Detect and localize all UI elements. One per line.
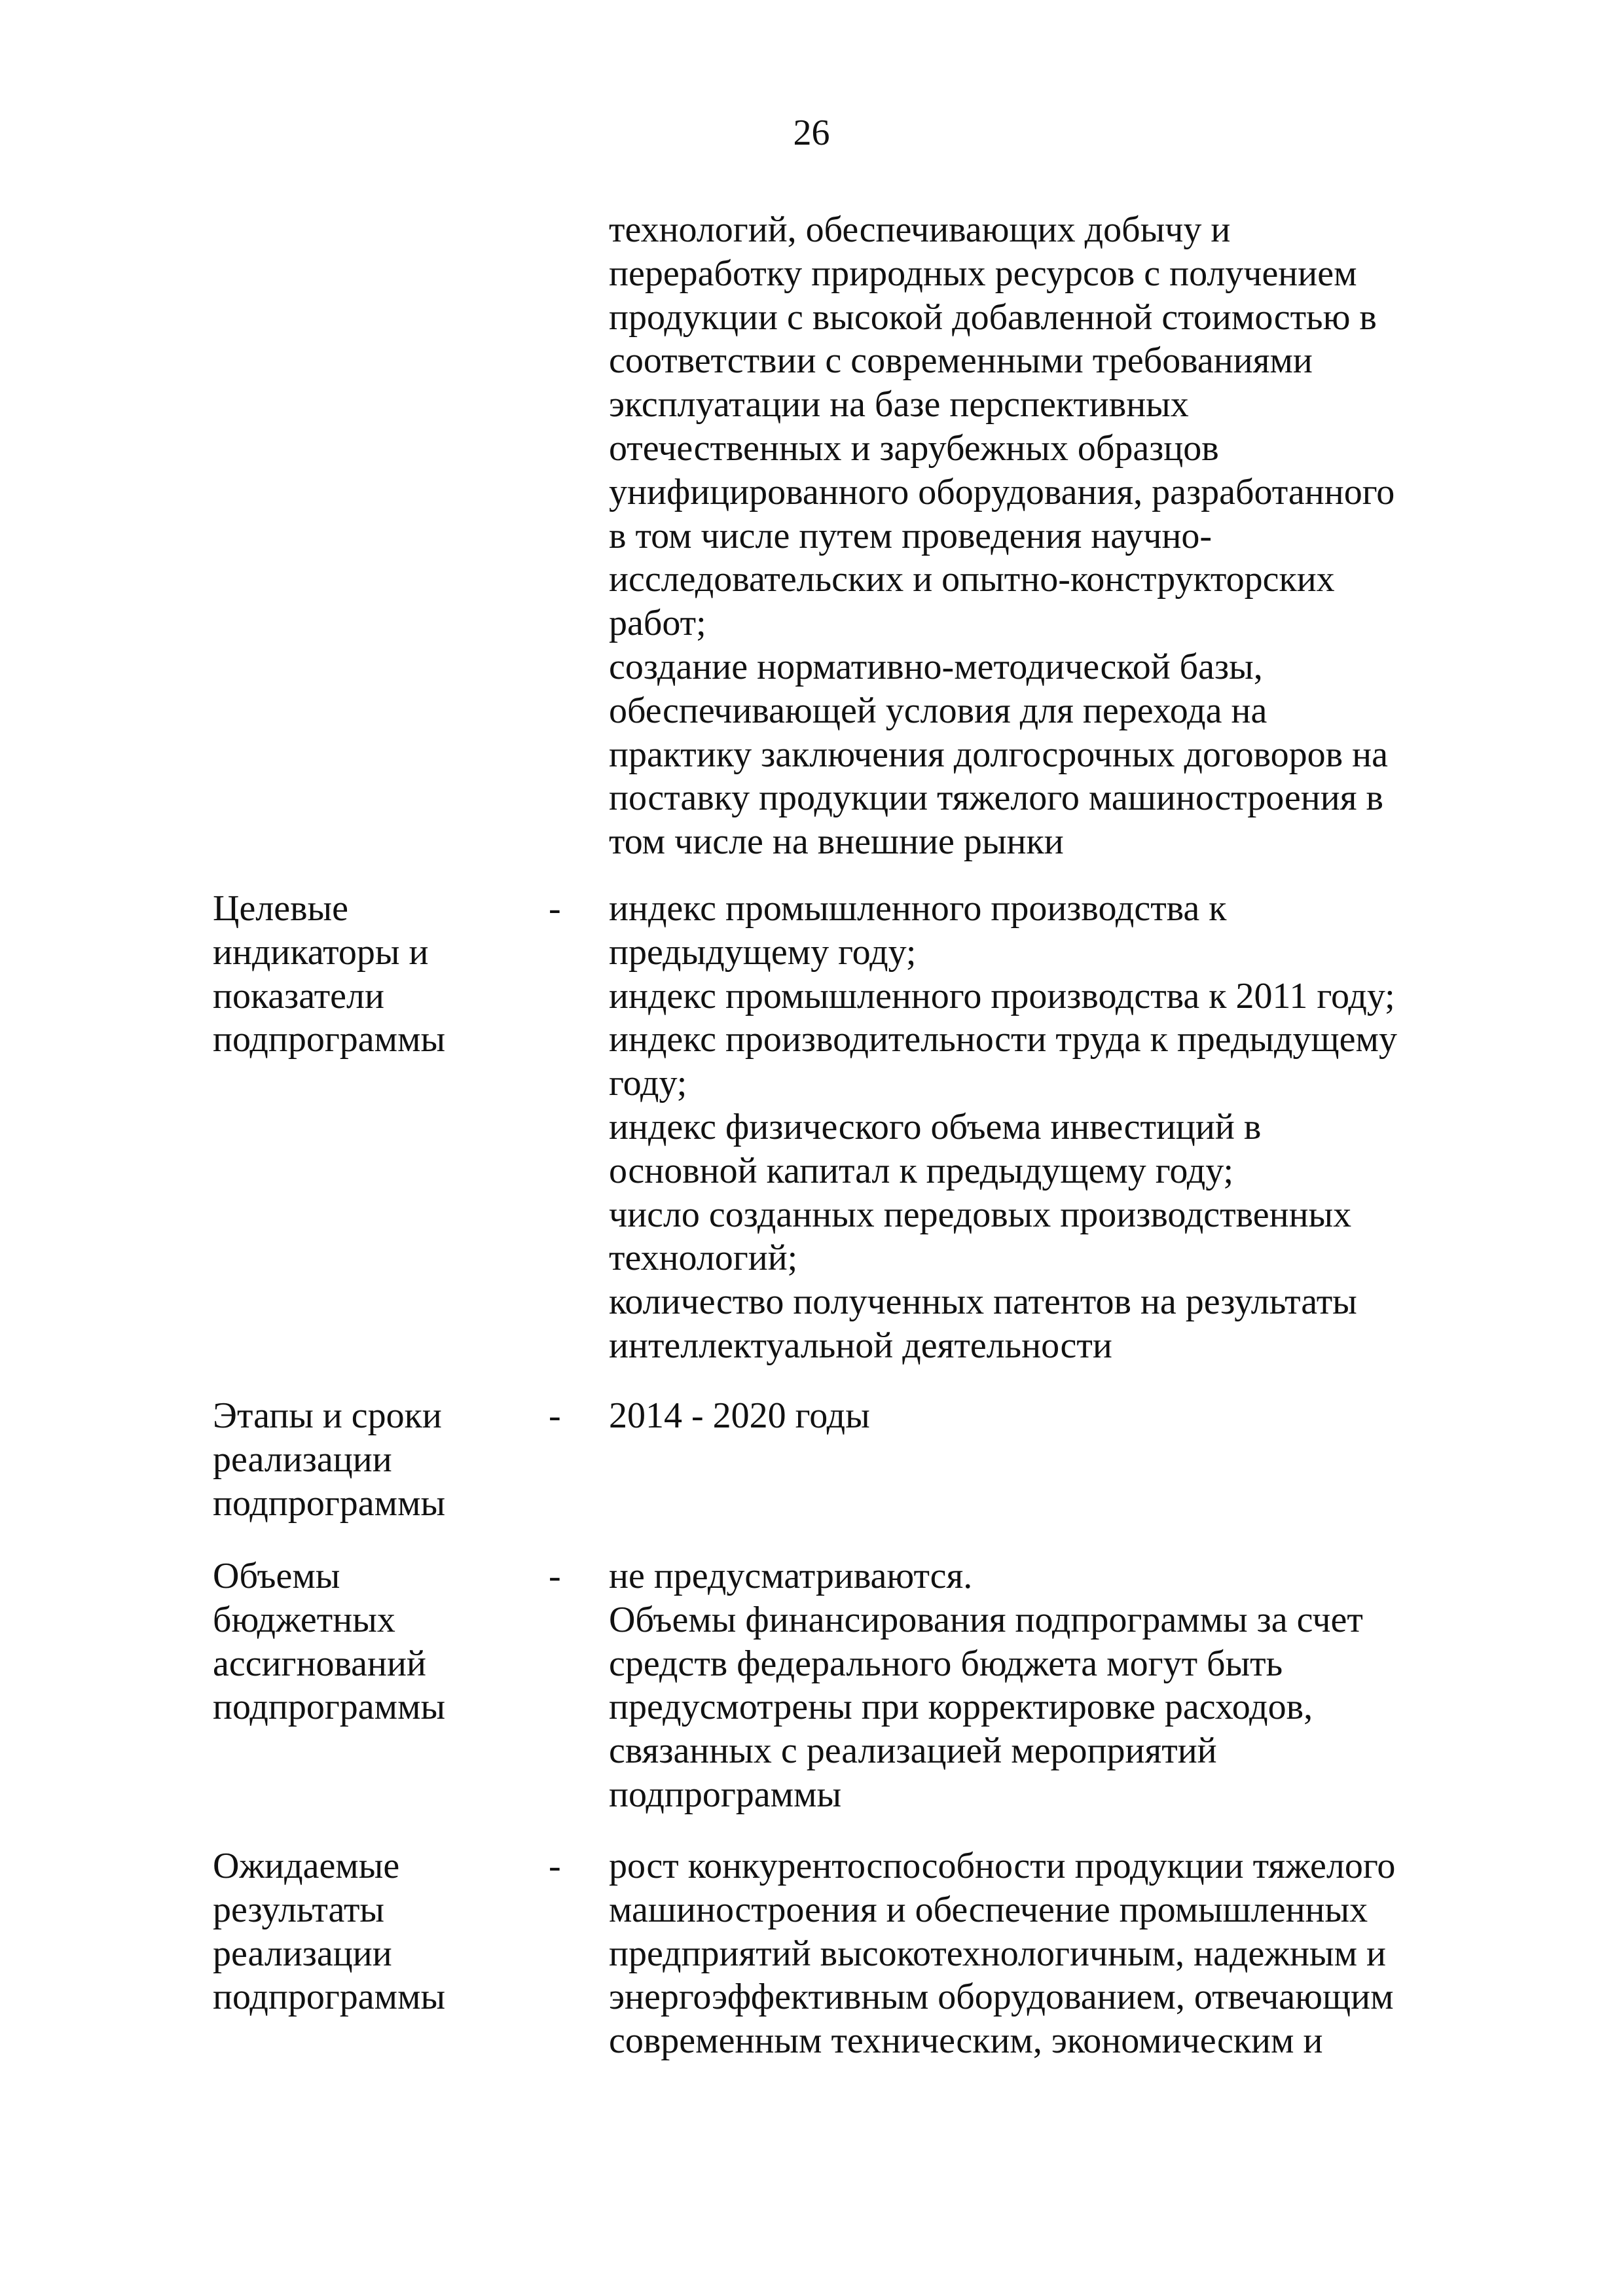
text-line: индекс производительности труда к предыдущему	[609, 1019, 1397, 1060]
section-dash: -	[549, 1395, 561, 1436]
text-line: число созданных передовых производственных	[609, 1194, 1352, 1235]
label-line: реализации	[213, 1439, 392, 1480]
section-label	[213, 1394, 507, 1525]
text-line: индекс промышленного производства к	[609, 888, 1227, 929]
label-line: результаты	[213, 1889, 385, 1930]
text-line: предусмотрены при корректировке расходов,	[609, 1687, 1313, 1728]
section-content	[609, 1554, 1460, 1817]
text-line: не предусматриваются.	[609, 1556, 973, 1596]
section-content	[609, 1394, 1460, 1438]
section-dash: -	[549, 1846, 561, 1886]
text-line: индекс промышленного производства к 2011 году;	[609, 975, 1395, 1016]
text-line: энергоэффективным оборудованием, отвечающим	[609, 1977, 1394, 2018]
section-dash: -	[549, 888, 561, 929]
text-line: продукции с высокой добавленной стоимостью в	[609, 296, 1377, 338]
text-line: связанных с реализацией мероприятий	[609, 1731, 1217, 1772]
label-line: реализации	[213, 1933, 392, 1974]
text-line: унифицированного оборудования, разработанного	[609, 471, 1395, 512]
label-line: подпрограммы	[213, 1019, 446, 1060]
continuation-text	[609, 208, 1460, 864]
section-label	[213, 1844, 507, 2019]
label-line: бюджетных	[213, 1599, 395, 1640]
section-label	[213, 887, 507, 1062]
text-line: количество полученных патентов на результаты	[609, 1282, 1357, 1323]
label-line: индикаторы и	[213, 931, 429, 973]
label-line: подпрограммы	[213, 1977, 446, 2018]
label-line: ассигнований	[213, 1643, 426, 1684]
text-line: обеспечивающей условия для перехода на	[609, 690, 1267, 731]
text-line: средств федерального бюджета могут быть	[609, 1643, 1283, 1684]
text-line: создание нормативно-методической базы,	[609, 646, 1263, 687]
text-line: соответствии с современными требованиями	[609, 340, 1313, 382]
text-line: предприятий высокотехнологичным, надежным и	[609, 1933, 1386, 1974]
text-line: 2014 - 2020 годы	[609, 1395, 870, 1436]
text-line: Объемы финансирования подпрограммы за счет	[609, 1599, 1363, 1640]
text-line: технологий, обеспечивающих добычу и	[609, 209, 1231, 250]
label-line: подпрограммы	[213, 1482, 446, 1524]
text-line: рост конкурентоспособности продукции тяжелого	[609, 1846, 1396, 1886]
label-line: Объемы	[213, 1556, 340, 1596]
label-line: показатели	[213, 975, 384, 1016]
text-line: отечественных и зарубежных образцов	[609, 427, 1219, 469]
label-line: подпрограммы	[213, 1687, 446, 1728]
text-line: исследовательских и опытно-конструкторских	[609, 559, 1335, 600]
label-line: Целевые	[213, 888, 349, 929]
text-line: основной капитал к предыдущему году;	[609, 1150, 1234, 1191]
text-line: практику заключения долгосрочных договоров на	[609, 734, 1388, 775]
text-line: эксплуатации на базе перспективных	[609, 384, 1189, 425]
text-line: современным техническим, экономическим и	[609, 2020, 1323, 2062]
text-line: предыдущему году;	[609, 931, 917, 973]
section-dash: -	[549, 1556, 561, 1596]
text-line: поставку продукции тяжелого машиностроения в	[609, 778, 1383, 819]
label-line: Этапы и сроки	[213, 1395, 442, 1436]
text-line: подпрограммы	[609, 1774, 842, 1815]
text-line: машиностроения и обеспечение промышленных	[609, 1889, 1368, 1930]
section-label	[213, 1554, 507, 1729]
text-line: работ;	[609, 603, 706, 644]
section-content	[609, 887, 1460, 1368]
page-number: 26	[793, 113, 830, 153]
text-line: переработку природных ресурсов с получением	[609, 253, 1357, 294]
text-line: индекс физического объема инвестиций в	[609, 1106, 1262, 1147]
text-line: в том числе путем проведения научно-	[609, 515, 1213, 556]
section-content	[609, 1844, 1460, 2063]
text-line: технологий;	[609, 1238, 798, 1279]
text-line: году;	[609, 1063, 687, 1104]
label-line: Ожидаемые	[213, 1846, 400, 1886]
text-line: том числе на внешние рынки	[609, 821, 1064, 863]
text-line: интеллектуальной деятельности	[609, 1325, 1112, 1366]
